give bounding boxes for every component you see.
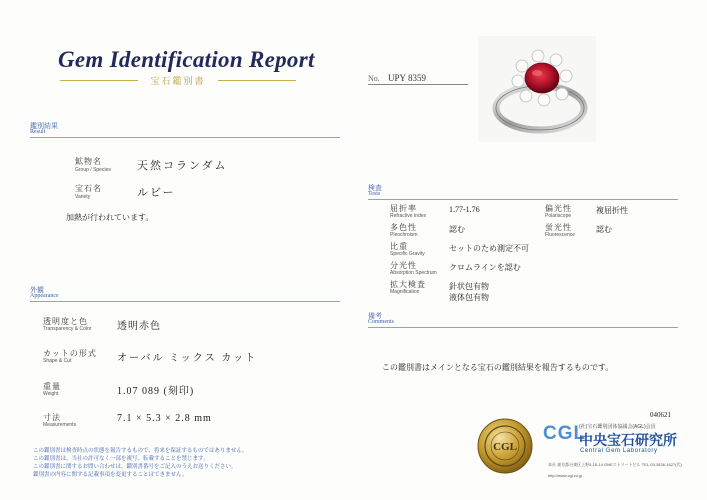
test-label-en: Absorption Spectrum xyxy=(390,270,437,276)
footer-notes xyxy=(33,446,323,478)
test-right-label: 偏光性 xyxy=(545,204,572,213)
footer-note: この鑑別書は、当社の許可なく一部を複写、転載することを禁じます。 xyxy=(33,456,209,462)
lab-url: http://www.cgl.co.jp xyxy=(548,473,583,478)
species-value: 天然コランダム xyxy=(137,160,228,172)
appearance-heading-en: Appearance xyxy=(30,293,59,299)
cgl-logo: CGL xyxy=(543,423,587,444)
tests-heading: 検査 xyxy=(368,184,382,192)
variety-label: 宝石名 xyxy=(75,184,102,193)
appearance-label: 透明度と色 xyxy=(43,317,88,326)
report-number-value: UPY 8359 xyxy=(388,73,426,83)
appearance-value: オーバル ミックス カット xyxy=(117,353,258,364)
report-code: 040621 xyxy=(650,411,671,419)
appearance-label-en: Transparency & Color xyxy=(43,326,92,332)
test-value-2: 液体包有物 xyxy=(449,293,489,302)
test-label-en: Magnification xyxy=(390,289,420,295)
test-label: 屈折率 xyxy=(390,204,417,213)
appearance-label-en: Weight xyxy=(43,391,59,397)
result-heading: 鑑別結果 xyxy=(30,122,58,130)
footer-note: この鑑別書は検査時点の状態を報告するもので、将来を保証するものではありません。 xyxy=(33,448,248,454)
subtitle-rule-left xyxy=(60,80,138,81)
comments-heading: 備考 xyxy=(368,312,382,320)
test-right-label: 蛍光性 xyxy=(545,223,572,232)
report-number-rule xyxy=(368,84,468,85)
comments-text: この鑑別書はメインとなる宝石の鑑別結果を報告するものです。 xyxy=(382,363,614,372)
report-subtitle: 宝石鑑別書 xyxy=(150,76,206,86)
appearance-heading: 外観 xyxy=(30,286,44,294)
tests-rule xyxy=(368,199,678,200)
species-label: 鉱物名 xyxy=(75,157,102,166)
lab-address: 本社 東京都台東区上野5-15-14 ONEストリートビル TEL.03-3836-1627(代) xyxy=(548,462,682,467)
appearance-label: 重量 xyxy=(43,382,61,391)
appearance-value: 7.1 × 5.3 × 2.8 mm xyxy=(117,413,212,424)
test-label-en: Specific Gravity xyxy=(390,251,425,257)
test-right-value: 認む xyxy=(596,225,612,234)
lab-name: 中央宝石研究所 xyxy=(579,433,677,449)
test-value: 1.77-1.76 xyxy=(449,205,480,214)
appearance-rule xyxy=(30,301,340,302)
appearance-label: カットの形式 xyxy=(43,349,97,358)
footer-note: 鑑別書の内容に関する記載事項を変更することはできません。 xyxy=(33,472,188,478)
comments-rule xyxy=(368,327,678,328)
test-right-value: 複屈折性 xyxy=(596,206,628,215)
lab-name-en: Central Gem Laboratory xyxy=(580,448,658,454)
test-value: クロムラインを認む xyxy=(449,263,521,272)
appearance-label-en: Shape & Cut xyxy=(43,358,72,364)
variety-value: ルビー xyxy=(137,187,176,199)
report-subtitle-row xyxy=(60,74,296,87)
test-label: 比重 xyxy=(390,242,408,251)
test-right-label-en: Polariscope xyxy=(545,213,572,219)
appearance-label-en: Measurements xyxy=(43,422,77,428)
result-heading-en: Result xyxy=(30,129,46,135)
subtitle-rule-right xyxy=(218,80,296,81)
comments-heading-en: Comments xyxy=(368,319,395,325)
footer-note: この鑑別書に関するお問い合わせは、鑑別書番号をご記入のうえお送りください。 xyxy=(33,464,237,470)
test-label: 分光性 xyxy=(390,261,417,270)
test-value: 認む xyxy=(449,225,465,234)
variety-label-en: Variety xyxy=(75,194,91,200)
lab-affiliation: (社)宝石鑑別団体協議会(AGL)会員 xyxy=(579,424,656,430)
test-label-en: Pleochroism xyxy=(390,232,418,238)
ring-image xyxy=(478,36,596,142)
test-value: 針状包有物 xyxy=(449,282,489,291)
report-title: Gem Identification Report xyxy=(58,47,315,72)
appearance-value: 透明赤色 xyxy=(117,321,161,332)
test-label: 拡大検査 xyxy=(390,280,426,289)
result-rule xyxy=(30,137,340,138)
report-number-label: No. xyxy=(368,74,380,83)
tests-heading-en: Tests xyxy=(368,191,381,197)
seal-text: CGL xyxy=(493,441,517,453)
test-right-label-en: Fluorescence xyxy=(545,232,576,238)
species-label-en: Group / Species xyxy=(75,167,111,173)
appearance-value: 1.07 089 (刻印) xyxy=(117,386,195,397)
gold-seal xyxy=(477,418,533,474)
treatment-note: 加熱が行われています。 xyxy=(66,213,154,222)
test-label: 多色性 xyxy=(390,223,417,232)
ring-photo xyxy=(478,36,596,142)
test-label-en: Refractive Index xyxy=(390,213,427,219)
report-number xyxy=(368,73,426,83)
appearance-label: 寸法 xyxy=(43,413,61,422)
test-value: セットのため測定不可 xyxy=(449,244,529,253)
